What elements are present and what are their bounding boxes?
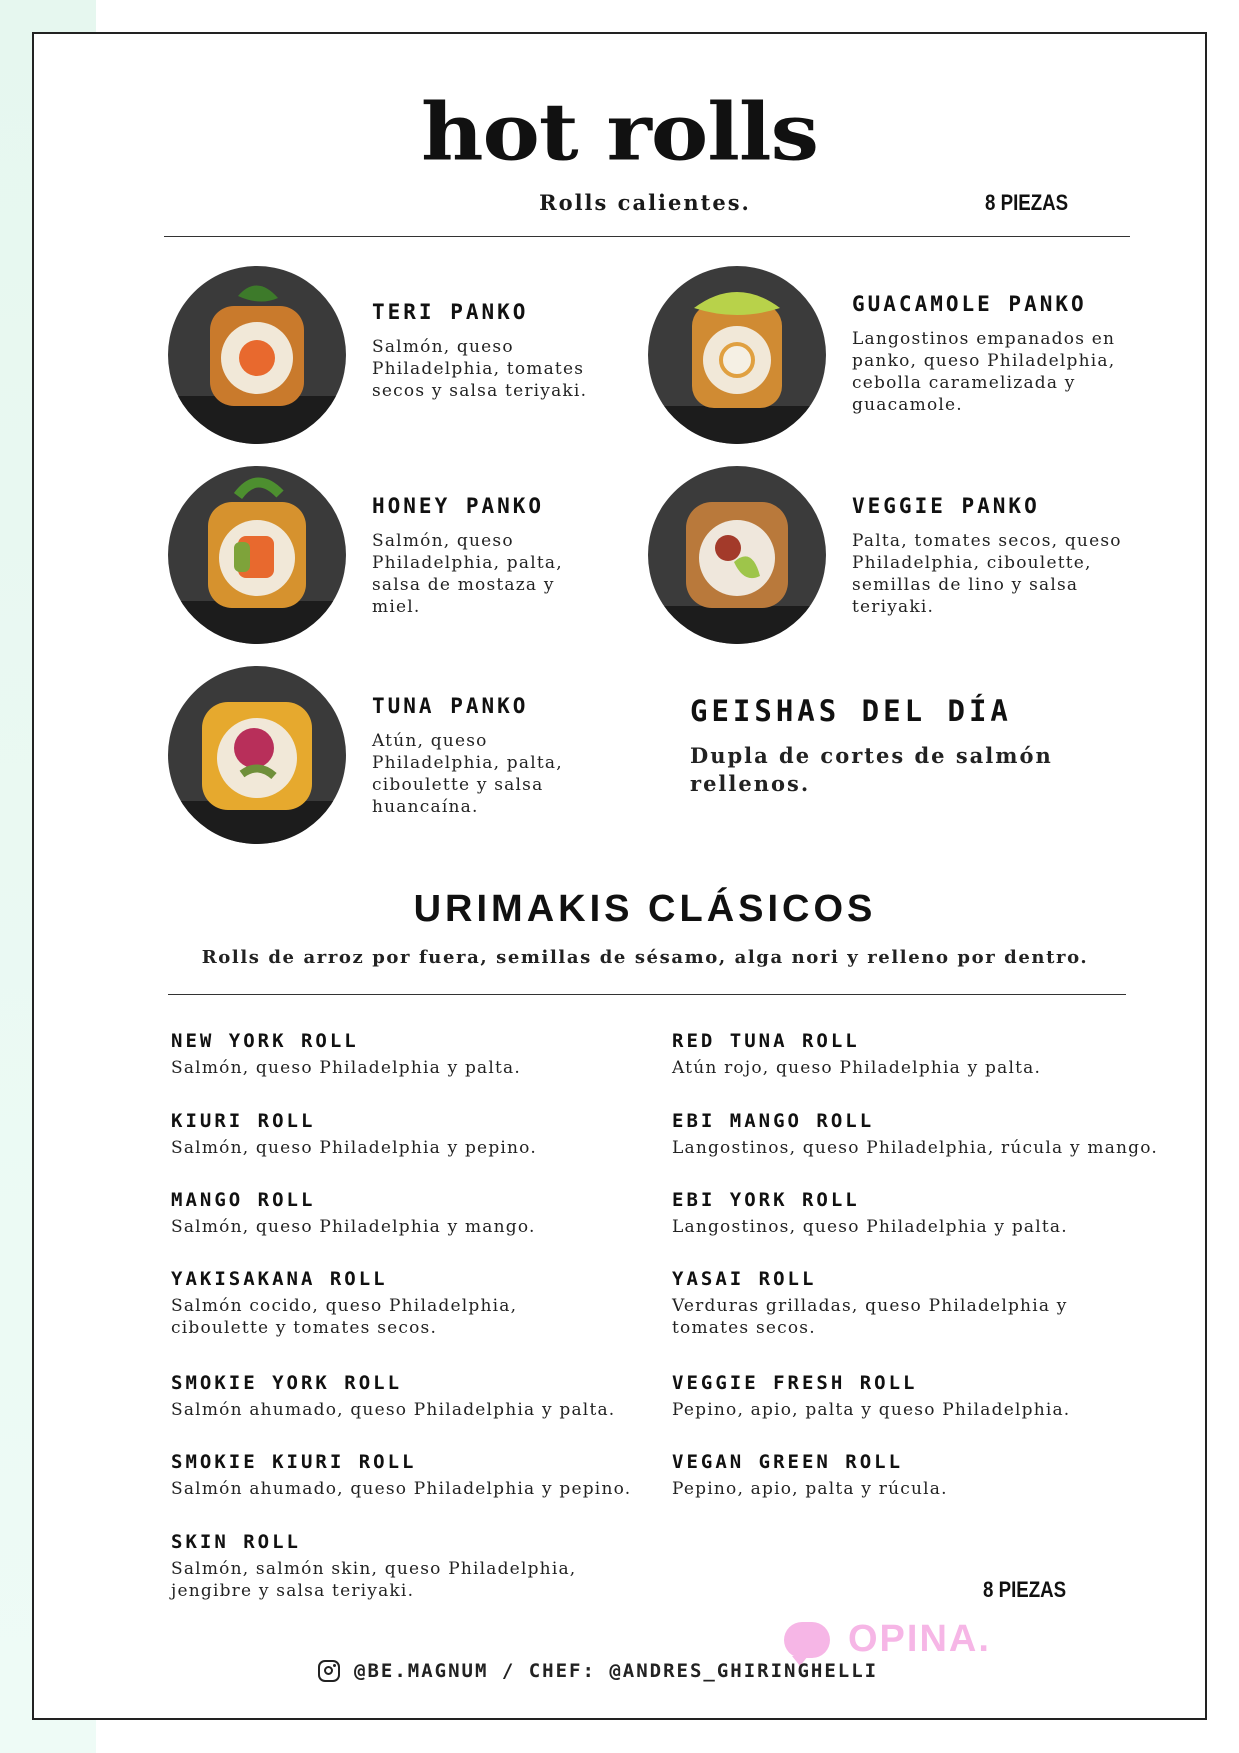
hot-roll-name: TUNA PANKO bbox=[372, 694, 529, 718]
urimaki-name: SMOKIE YORK ROLL bbox=[171, 1372, 403, 1394]
urimaki-desc: Atún rojo, queso Philadelphia y palta. bbox=[672, 1058, 1042, 1078]
geishas-title: GEISHAS DEL DÍA bbox=[690, 694, 1012, 728]
footer bbox=[318, 1660, 878, 1682]
urimaki-desc: Pepino, apio, palta y queso Philadelphia. bbox=[672, 1400, 1071, 1420]
urimaki-desc: Salmón, salmón skin, queso Philadelphia, jengibre y salsa teriyaki. bbox=[171, 1559, 577, 1601]
urimaki-desc: Salmón, queso Philadelphia y palta. bbox=[171, 1058, 522, 1078]
urimaki-name: NEW YORK ROLL bbox=[171, 1030, 359, 1052]
urimaki-desc: Langostinos, queso Philadelphia y palta. bbox=[672, 1217, 1068, 1237]
urimaki-name: SKIN ROLL bbox=[171, 1531, 301, 1553]
instagram-icon bbox=[318, 1660, 340, 1682]
urimaki-desc: Salmón, queso Philadelphia y pepino. bbox=[171, 1138, 537, 1158]
urimaki-desc: Verduras grilladas, queso Philadelphia y tomates secos. bbox=[672, 1296, 1068, 1338]
hot-roll-name: GUACAMOLE PANKO bbox=[852, 292, 1087, 316]
opina-watermark bbox=[784, 1618, 991, 1661]
guacamole-panko-photo bbox=[648, 266, 826, 444]
pieces-label: 8 PIEZAS bbox=[985, 190, 1069, 215]
urimaki-desc: Salmón, queso Philadelphia y mango. bbox=[171, 1217, 536, 1237]
page-subtitle: Rolls calientes. bbox=[539, 190, 751, 215]
urimaki-name: YAKISAKANA ROLL bbox=[171, 1268, 388, 1290]
urimakis-subtitle: Rolls de arroz por fuera, semillas de sésamo, alga nori y relleno por dentro. bbox=[201, 947, 1089, 968]
urimaki-desc: Salmón ahumado, queso Philadelphia y pepino. bbox=[171, 1479, 632, 1499]
urimakis-divider bbox=[168, 994, 1126, 995]
hot-roll-name: VEGGIE PANKO bbox=[852, 494, 1040, 518]
tuna-panko-photo bbox=[168, 666, 346, 844]
urimaki-name: VEGGIE FRESH ROLL bbox=[672, 1372, 918, 1394]
urimaki-name: VEGAN GREEN ROLL bbox=[672, 1451, 904, 1473]
urimaki-desc: Pepino, apio, palta y rúcula. bbox=[672, 1479, 948, 1499]
urimaki-desc: Salmón ahumado, queso Philadelphia y palta. bbox=[171, 1400, 616, 1420]
hot-roll-name: HONEY PANKO bbox=[372, 494, 545, 518]
urimaki-name: SMOKIE KIURI ROLL bbox=[171, 1451, 417, 1473]
urimaki-name: MANGO ROLL bbox=[171, 1189, 316, 1211]
footer-text: @BE.MAGNUM / CHEF: @ANDRES_GHIRINGHELLI bbox=[354, 1660, 879, 1682]
hot-roll-desc: Langostinos empanados en panko, queso Philadelphia, cebolla caramelizada y guacamole. bbox=[852, 329, 1116, 415]
page-title: hot rolls bbox=[421, 86, 818, 179]
urimaki-name: EBI MANGO ROLL bbox=[672, 1110, 875, 1132]
hot-roll-desc: Palta, tomates secos, queso Philadelphia, ciboulette, semillas de lino y salsa teriyaki. bbox=[852, 531, 1122, 617]
urimaki-name: RED TUNA ROLL bbox=[672, 1030, 860, 1052]
hot-roll-desc: Salmón, queso Philadelphia, tomates secos y salsa teriyaki. bbox=[372, 337, 588, 401]
urimakis-title: URIMAKIS CLÁSICOS bbox=[413, 888, 877, 930]
hot-roll-desc: Atún, queso Philadelphia, palta, ciboulette y salsa huancaína. bbox=[372, 731, 563, 817]
urimaki-name: EBI YORK ROLL bbox=[672, 1189, 860, 1211]
urimaki-desc: Salmón cocido, queso Philadelphia, ciboulette y tomates secos. bbox=[171, 1296, 518, 1338]
header-divider bbox=[164, 236, 1130, 237]
urimaki-name: KIURI ROLL bbox=[171, 1110, 316, 1132]
veggie-panko-photo bbox=[648, 466, 826, 644]
watermark-text: OPINA. bbox=[848, 1618, 991, 1660]
hot-roll-desc: Salmón, queso Philadelphia, palta, salsa de mostaza y miel. bbox=[372, 531, 563, 617]
urimaki-name: YASAI ROLL bbox=[672, 1268, 817, 1290]
geishas-desc: Dupla de cortes de salmón rellenos. bbox=[690, 743, 1053, 796]
honey-panko-photo bbox=[168, 466, 346, 644]
urimakis-pieces-label: 8 PIEZAS bbox=[983, 1577, 1067, 1602]
urimaki-desc: Langostinos, queso Philadelphia, rúcula y mango. bbox=[672, 1138, 1158, 1158]
hot-roll-name: TERI PANKO bbox=[372, 300, 529, 324]
teri-panko-photo bbox=[168, 266, 346, 444]
chat-bubble-icon bbox=[784, 1622, 830, 1658]
